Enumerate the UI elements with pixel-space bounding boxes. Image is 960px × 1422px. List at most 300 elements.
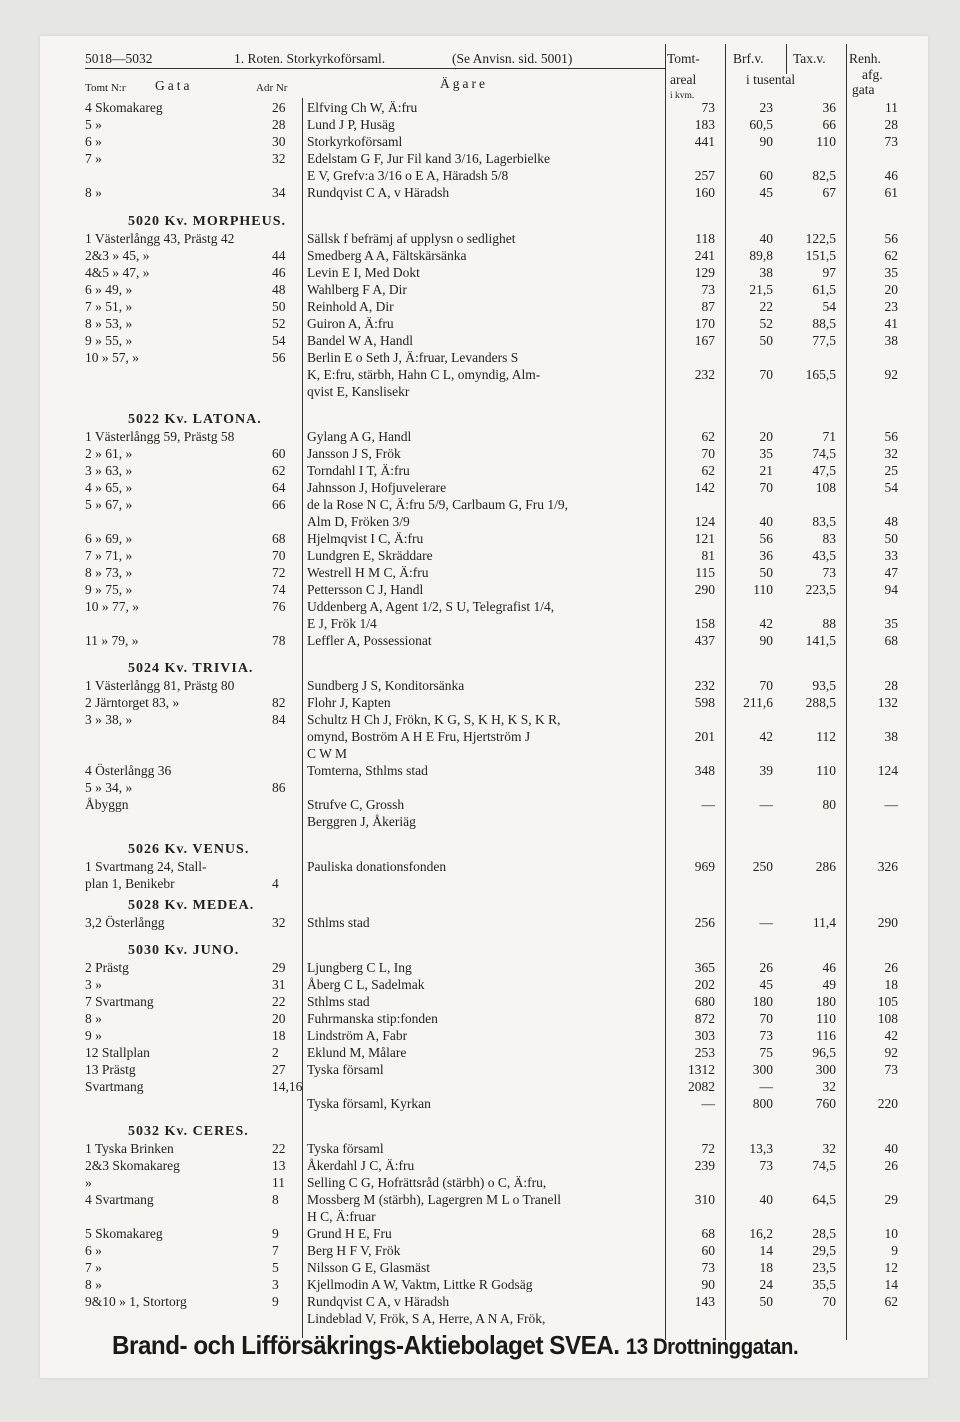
tax-value-cell: 36 — [822, 100, 836, 115]
areal-cell: 365 — [694, 960, 715, 975]
owner-cell: Berlin E o Seth J, Ä:fruar, Levanders S — [307, 350, 519, 365]
owner-cell: Tyska församl — [307, 1141, 384, 1156]
address-number-cell: 20 — [272, 1011, 286, 1026]
address-number-cell: 11 — [272, 1175, 285, 1190]
owner-cell: Ljungberg C L, Ing — [307, 960, 412, 975]
tax-value-cell: 300 — [815, 1062, 836, 1077]
owner-cell: Pauliska donationsfonden — [307, 859, 447, 874]
address-number-cell: 76 — [272, 599, 286, 614]
tomt-street-cell: 5 » — [85, 117, 102, 132]
tomt-street-cell: 7 » 71, » — [85, 548, 133, 563]
owner-cell: C W M — [307, 746, 348, 761]
address-number-cell: 28 — [272, 117, 286, 132]
owner-cell: Selling C G, Hofrättsråd (stärbh) o C, Ä:fru, — [307, 1175, 547, 1190]
tomt-street-cell: 2 Prästg — [85, 960, 129, 975]
brf-value-cell: 36 — [759, 548, 773, 563]
tax-value-cell: 286 — [815, 859, 836, 874]
owner-cell: Kjellmodin A W, Vaktm, Littke R Godsäg — [307, 1277, 533, 1292]
brf-value-cell: — — [759, 797, 773, 812]
brf-value-cell: 800 — [752, 1096, 773, 1111]
address-number-cell: 14,16 — [272, 1079, 303, 1094]
column-renh-1: Renh. — [849, 51, 881, 66]
brf-value-cell: 75 — [759, 1045, 773, 1060]
owner-cell: Strufve C, Grossh — [307, 797, 405, 812]
renh-cell: 26 — [884, 1158, 898, 1173]
owner-cell: omynd, Boström A H E Fru, Hjertström J — [307, 729, 531, 744]
brf-value-cell: 23 — [759, 100, 773, 115]
renh-cell: 73 — [884, 1062, 898, 1077]
tomt-street-cell: 9 » 75, » — [85, 582, 133, 597]
brf-value-cell: 73 — [759, 1028, 773, 1043]
owner-cell: Hjelmqvist I C, Ä:fru — [307, 531, 424, 546]
areal-cell: 73 — [701, 282, 715, 297]
tomt-street-cell: 7 » — [85, 151, 102, 166]
brf-value-cell: 110 — [753, 582, 773, 597]
brf-value-cell: 26 — [759, 960, 773, 975]
address-number-cell: 9 — [272, 1294, 279, 1309]
renh-cell: 220 — [877, 1096, 898, 1111]
owner-cell: qvist E, Kanslisekr — [307, 384, 410, 399]
renh-cell: 20 — [884, 282, 898, 297]
owner-cell: Lund J P, Husäg — [307, 117, 395, 132]
owner-cell: Flohr J, Kapten — [307, 695, 391, 710]
brf-value-cell: 16,2 — [749, 1226, 773, 1241]
tax-value-cell: 760 — [815, 1096, 836, 1111]
areal-cell: 73 — [701, 1260, 715, 1275]
address-number-cell: 13 — [272, 1158, 286, 1173]
tax-value-cell: 74,5 — [812, 1158, 836, 1173]
page-reference: (Se Anvisn. sid. 5001) — [452, 51, 573, 66]
tomt-street-cell: 4 Svartmang — [85, 1192, 154, 1207]
owner-cell: Åkerdahl J C, Ä:fru — [307, 1158, 415, 1173]
address-number-cell: 18 — [272, 1028, 286, 1043]
tax-value-cell: 88,5 — [812, 316, 836, 331]
brf-value-cell: 50 — [759, 1294, 773, 1309]
areal-cell: 437 — [694, 633, 715, 648]
tomt-street-cell: 3 » 38, » — [85, 712, 133, 727]
renh-cell: 132 — [877, 695, 898, 710]
renh-cell: 290 — [877, 915, 898, 930]
address-number-cell: 32 — [272, 915, 286, 930]
brf-value-cell: 70 — [759, 367, 773, 382]
owner-cell: Wahlberg F A, Dir — [307, 282, 407, 297]
owner-cell: Alm D, Fröken 3/9 — [307, 514, 410, 529]
brf-value-cell: 40 — [759, 514, 773, 529]
owner-cell: Nilsson G E, Glasmäst — [307, 1260, 430, 1275]
tax-value-cell: 110 — [816, 763, 836, 778]
address-number-cell: 74 — [272, 582, 286, 597]
tomt-street-cell: 4&5 » 47, » — [85, 265, 150, 280]
renh-cell: 35 — [884, 265, 898, 280]
tax-value-cell: 82,5 — [812, 168, 836, 183]
areal-cell: 303 — [694, 1028, 715, 1043]
tomt-street-cell: 6 » 49, » — [85, 282, 133, 297]
tomt-street-cell: 3 » 63, » — [85, 463, 133, 478]
tax-value-cell: 122,5 — [805, 231, 836, 246]
owner-cell: Åberg C L, Sadelmak — [307, 977, 425, 992]
owner-cell: Bandel W A, Handl — [307, 333, 413, 348]
areal-cell: 257 — [694, 168, 715, 183]
areal-cell: 72 — [701, 1141, 715, 1156]
brf-value-cell: 45 — [759, 185, 773, 200]
column-tax: Tax.v. — [793, 51, 826, 66]
tomt-street-cell: 12 Stallplan — [85, 1045, 150, 1060]
address-number-cell: 78 — [272, 633, 286, 648]
owner-cell: Berg H F V, Frök — [307, 1243, 401, 1258]
areal-cell: 1312 — [688, 1062, 715, 1077]
areal-cell: 202 — [694, 977, 715, 992]
renh-cell: 18 — [884, 977, 898, 992]
brf-value-cell: 211,6 — [743, 695, 773, 710]
column-renh-2: afg. — [862, 67, 883, 82]
brf-value-cell: 38 — [759, 265, 773, 280]
tomt-street-cell: 1 Västerlångg 81, Prästg 80 — [85, 678, 235, 693]
address-number-cell: 3 — [272, 1277, 279, 1292]
owner-cell: Eklund M, Målare — [307, 1045, 407, 1060]
tomt-street-cell: 2 » 61, » — [85, 446, 133, 461]
owner-cell: Sällsk f befrämj af upplysn o sedlighet — [307, 231, 516, 246]
renh-cell: 46 — [884, 168, 898, 183]
address-number-cell: 44 — [272, 248, 286, 263]
tomt-street-cell: 7 » 51, » — [85, 299, 133, 314]
owner-cell: Torndahl I T, Ä:fru — [307, 463, 410, 478]
address-number-cell: 68 — [272, 531, 286, 546]
tax-value-cell: 110 — [816, 1011, 836, 1026]
tax-value-cell: 88 — [822, 616, 836, 631]
tax-value-cell: 223,5 — [805, 582, 836, 597]
renh-cell: 28 — [884, 678, 898, 693]
areal-cell: — — [701, 1096, 715, 1111]
renh-cell: 61 — [884, 185, 898, 200]
column-gata: Gata — [155, 78, 193, 93]
owner-cell: Leffler A, Possessionat — [307, 633, 432, 648]
areal-cell: 348 — [694, 763, 715, 778]
address-number-cell: 54 — [272, 333, 286, 348]
brf-value-cell: 250 — [752, 859, 773, 874]
address-number-cell: 48 — [272, 282, 286, 297]
renh-cell: 40 — [884, 1141, 898, 1156]
areal-cell: 81 — [701, 548, 715, 563]
tomt-street-cell: 8 » — [85, 1011, 102, 1026]
brf-value-cell: 24 — [759, 1277, 773, 1292]
renh-cell: 42 — [884, 1028, 898, 1043]
address-number-cell: 66 — [272, 497, 286, 512]
renh-cell: 26 — [884, 960, 898, 975]
renh-cell: 25 — [884, 463, 898, 478]
renh-cell: 108 — [877, 1011, 898, 1026]
brf-value-cell: 40 — [759, 1192, 773, 1207]
renh-cell: 33 — [884, 548, 898, 563]
tax-value-cell: 46 — [822, 960, 836, 975]
tomt-street-cell: 5 » 34, » — [85, 780, 133, 795]
column-renh-3: gata — [852, 82, 875, 97]
address-number-cell: 26 — [272, 100, 286, 115]
areal-cell: 143 — [694, 1294, 715, 1309]
brf-value-cell: — — [759, 1079, 773, 1094]
column-tomt-areal-2: areal — [670, 72, 697, 87]
owner-cell: Lindeblad V, Frök, S A, Herre, A N A, Frök, — [307, 1311, 546, 1326]
address-number-cell: 9 — [272, 1226, 279, 1241]
renh-cell: 38 — [884, 333, 898, 348]
address-number-cell: 86 — [272, 780, 286, 795]
column-tomt-nr: Tomt N:r — [85, 82, 126, 94]
tomt-street-cell: 2&3 » 45, » — [85, 248, 150, 263]
block-heading: 5026 Kv. VENUS. — [128, 842, 250, 857]
owner-cell: Sundberg J S, Konditorsänka — [307, 678, 465, 693]
tax-value-cell: 29,5 — [812, 1243, 836, 1258]
brf-value-cell: 18 — [759, 1260, 773, 1275]
tomt-street-cell: 6 » — [85, 134, 102, 149]
renh-cell: 124 — [877, 763, 898, 778]
renh-cell: 56 — [884, 231, 898, 246]
tomt-street-cell: 8 » — [85, 185, 102, 200]
tomt-street-cell: 5 » 67, » — [85, 497, 133, 512]
tax-value-cell: 77,5 — [812, 333, 836, 348]
page-title: 1. Roten. Storkyrkoförsaml. — [234, 51, 386, 66]
brf-value-cell: 20 — [759, 429, 773, 444]
areal-cell: 160 — [694, 185, 715, 200]
owner-cell: Lindström A, Fabr — [307, 1028, 408, 1043]
areal-cell: 124 — [694, 514, 715, 529]
address-number-cell: 7 — [272, 1243, 279, 1258]
block-heading: 5030 Kv. JUNO. — [128, 943, 240, 958]
tomt-street-cell: 8 » — [85, 1277, 102, 1292]
areal-cell: 170 — [694, 316, 715, 331]
owner-cell: Sthlms stad — [307, 915, 370, 930]
owner-cell: Jahnsson J, Hofjuvelerare — [307, 480, 447, 495]
brf-value-cell: 42 — [759, 616, 773, 631]
areal-cell: 310 — [694, 1192, 715, 1207]
brf-value-cell: 70 — [759, 1011, 773, 1026]
renh-cell: 68 — [884, 633, 898, 648]
block-heading: 5028 Kv. MEDEA. — [128, 898, 255, 913]
areal-cell: 90 — [701, 1277, 715, 1292]
owner-cell: K, E:fru, stärbh, Hahn C L, omyndig, Alm- — [307, 367, 541, 382]
areal-cell: 60 — [701, 1243, 715, 1258]
brf-value-cell: 14 — [759, 1243, 773, 1258]
tax-value-cell: 66 — [822, 117, 836, 132]
areal-cell: — — [701, 797, 715, 812]
owner-cell: Tomterna, Sthlms stad — [307, 763, 428, 778]
column-brf: Brf.v. — [733, 51, 764, 66]
brf-value-cell: 300 — [752, 1062, 773, 1077]
tax-value-cell: 180 — [815, 994, 836, 1009]
renh-cell: 28 — [884, 117, 898, 132]
tax-value-cell: 96,5 — [812, 1045, 836, 1060]
brf-value-cell: 42 — [759, 729, 773, 744]
owner-cell: Grund H E, Fru — [307, 1226, 392, 1241]
owner-cell: Rundqvist C A, v Häradsh — [307, 1294, 450, 1309]
owner-cell: Edelstam G F, Jur Fil kand 3/16, Lagerbielke — [307, 151, 550, 166]
brf-value-cell: 90 — [759, 134, 773, 149]
brf-value-cell: 180 — [752, 994, 773, 1009]
owner-cell: Westrell H M C, Ä:fru — [307, 565, 429, 580]
areal-cell: 73 — [701, 100, 715, 115]
tomt-street-cell: 6 » 69, » — [85, 531, 133, 546]
address-number-cell: 5 — [272, 1260, 279, 1275]
owner-cell: Berggren J, Åkeriäg — [307, 814, 416, 829]
renh-cell: 50 — [884, 531, 898, 546]
renh-cell: 10 — [884, 1226, 898, 1241]
brf-value-cell: 22 — [759, 299, 773, 314]
renh-cell: 56 — [884, 429, 898, 444]
address-number-cell: 8 — [272, 1192, 279, 1207]
tax-value-cell: 73 — [822, 565, 836, 580]
address-number-cell: 2 — [272, 1045, 279, 1060]
column-tomt-areal-1: Tomt- — [667, 51, 700, 66]
tax-value-cell: 47,5 — [812, 463, 836, 478]
brf-value-cell: 35 — [759, 446, 773, 461]
address-number-cell: 4 — [272, 876, 279, 891]
column-agare: Ägare — [440, 76, 488, 91]
block-heading: 5020 Kv. MORPHEUS. — [128, 214, 287, 229]
tax-value-cell: 80 — [822, 797, 836, 812]
owner-cell: Elfving Ch W, Ä:fru — [307, 100, 418, 115]
address-number-cell: 46 — [272, 265, 286, 280]
tax-value-cell: 108 — [815, 480, 836, 495]
renh-cell: 41 — [884, 316, 898, 331]
brf-value-cell: 13,3 — [749, 1141, 773, 1156]
tax-value-cell: 71 — [822, 429, 836, 444]
page-range: 5018—5032 — [85, 51, 153, 66]
areal-cell: 70 — [701, 446, 715, 461]
areal-cell: 62 — [701, 463, 715, 478]
areal-cell: 290 — [694, 582, 715, 597]
owner-cell: Mossberg M (stärbh), Lagergren M L o Tranell — [307, 1192, 561, 1207]
tax-value-cell: 64,5 — [812, 1192, 836, 1207]
address-number-cell: 50 — [272, 299, 286, 314]
areal-cell: 680 — [694, 994, 715, 1009]
tomt-street-cell: 8 » 53, » — [85, 316, 133, 331]
tax-value-cell: 83,5 — [812, 514, 836, 529]
address-number-cell: 30 — [272, 134, 286, 149]
tomt-street-cell: 2&3 Skomakareg — [85, 1158, 180, 1173]
tomt-street-cell: 13 Prästg — [85, 1062, 136, 1077]
tax-value-cell: 32 — [822, 1079, 836, 1094]
owner-cell: de la Rose N C, Ä:fru 5/9, Carlbaum G, Fru 1/9, — [307, 497, 568, 512]
brf-value-cell: 39 — [759, 763, 773, 778]
tomt-street-cell: 3 » — [85, 977, 102, 992]
tax-value-cell: 93,5 — [812, 678, 836, 693]
address-number-cell: 56 — [272, 350, 286, 365]
tomt-street-cell: 6 » — [85, 1243, 102, 1258]
tax-value-cell: 83 — [822, 531, 836, 546]
tax-value-cell: 43,5 — [812, 548, 836, 563]
owner-cell: Storkyrkoförsaml — [307, 134, 403, 149]
areal-cell: 68 — [701, 1226, 715, 1241]
address-number-cell: 32 — [272, 151, 286, 166]
areal-cell: 142 — [694, 480, 715, 495]
areal-cell: 167 — [694, 333, 715, 348]
block-heading: 5032 Kv. CERES. — [128, 1124, 249, 1139]
renh-cell: 47 — [884, 565, 898, 580]
block-heading: 5024 Kv. TRIVIA. — [128, 661, 254, 676]
owner-cell: Rundqvist C A, v Häradsh — [307, 185, 450, 200]
renh-cell: 62 — [884, 1294, 898, 1309]
areal-cell: 118 — [695, 231, 715, 246]
address-number-cell: 62 — [272, 463, 286, 478]
tax-column-rule-top — [786, 44, 787, 74]
tax-value-cell: 97 — [822, 265, 836, 280]
renh-cell: 48 — [884, 514, 898, 529]
column-tomt-areal-unit: i kvm. — [670, 91, 695, 101]
tomt-street-cell: 1 Västerlångg 43, Prästg 42 — [85, 231, 235, 246]
owner-cell: E J, Frök 1/4 — [307, 616, 377, 631]
tomt-street-cell: 1 Tyska Brinken — [85, 1141, 174, 1156]
owner-cell: H C, Ä:fruar — [307, 1209, 376, 1224]
areal-cell: 183 — [694, 117, 715, 132]
renh-cell: 94 — [884, 582, 898, 597]
brf-value-cell: 45 — [759, 977, 773, 992]
areal-cell: 441 — [694, 134, 715, 149]
tomt-street-cell: 7 Svartmang — [85, 994, 154, 1009]
address-number-cell: 34 — [272, 185, 286, 200]
areal-cell: 256 — [694, 915, 715, 930]
tax-value-cell: 67 — [822, 185, 836, 200]
brf-value-cell: 73 — [759, 1158, 773, 1173]
brf-value-cell: 70 — [759, 678, 773, 693]
areal-cell: 598 — [694, 695, 715, 710]
column-i-tusental: i tusental — [746, 72, 796, 87]
tomt-street-cell: 1 Svartmang 24, Stall- — [85, 859, 207, 874]
tax-value-cell: 288,5 — [805, 695, 836, 710]
tomt-street-cell: 9 » 55, » — [85, 333, 133, 348]
renh-cell: 14 — [884, 1277, 898, 1292]
owner-cell: Guiron A, Ä:fru — [307, 316, 394, 331]
owner-cell: Fuhrmanska stip:fonden — [307, 1011, 438, 1026]
owner-cell: Smedberg A A, Fältskärsänka — [307, 248, 467, 263]
tomt-street-cell: » — [85, 1175, 92, 1190]
owner-cell: Gylang A G, Handl — [307, 429, 412, 444]
tax-value-cell: 11,4 — [812, 915, 836, 930]
tomt-street-cell: plan 1, Benikebr — [85, 876, 175, 891]
tax-value-cell: 112 — [816, 729, 836, 744]
tax-value-cell: 110 — [816, 134, 836, 149]
tomt-street-cell: 8 » 73, » — [85, 565, 133, 580]
tomt-street-cell: 9 » — [85, 1028, 102, 1043]
renh-cell: 62 — [884, 248, 898, 263]
address-number-cell: 84 — [272, 712, 286, 727]
tax-value-cell: 70 — [822, 1294, 836, 1309]
renh-cell: 92 — [884, 1045, 898, 1060]
brf-value-cell: 40 — [759, 231, 773, 246]
areal-cell: 969 — [694, 859, 715, 874]
areal-cell: 87 — [701, 299, 715, 314]
brf-value-cell: 60,5 — [749, 117, 773, 132]
tax-value-cell: 23,5 — [812, 1260, 836, 1275]
tax-value-cell: 32 — [822, 1141, 836, 1156]
tomt-street-cell: 3,2 Österlångg — [85, 915, 165, 930]
block-heading: 5022 Kv. LATONA. — [128, 412, 262, 427]
address-number-cell: 52 — [272, 316, 286, 331]
areal-cell: 115 — [695, 565, 715, 580]
owner-cell: Uddenberg A, Agent 1/2, S U, Telegrafist 1/4, — [307, 599, 555, 614]
tomt-street-cell: 4 » 65, » — [85, 480, 133, 495]
areal-cell: 201 — [694, 729, 715, 744]
tax-value-cell: 49 — [822, 977, 836, 992]
header-rule — [85, 68, 665, 69]
owner-cell: Levin E I, Med Dokt — [307, 265, 420, 280]
areal-cell: 62 — [701, 429, 715, 444]
brf-value-cell: 21 — [759, 463, 773, 478]
renh-cell: 23 — [884, 299, 898, 314]
tomt-street-cell: Åbyggn — [85, 797, 129, 812]
tax-value-cell: 35,5 — [812, 1277, 836, 1292]
renh-cell: 54 — [884, 480, 898, 495]
owner-cell: Schultz H Ch J, Frökn, K G, S, K H, K S, K R, — [307, 712, 561, 727]
tax-value-cell: 151,5 — [805, 248, 836, 263]
brf-value-cell: 89,8 — [749, 248, 773, 263]
